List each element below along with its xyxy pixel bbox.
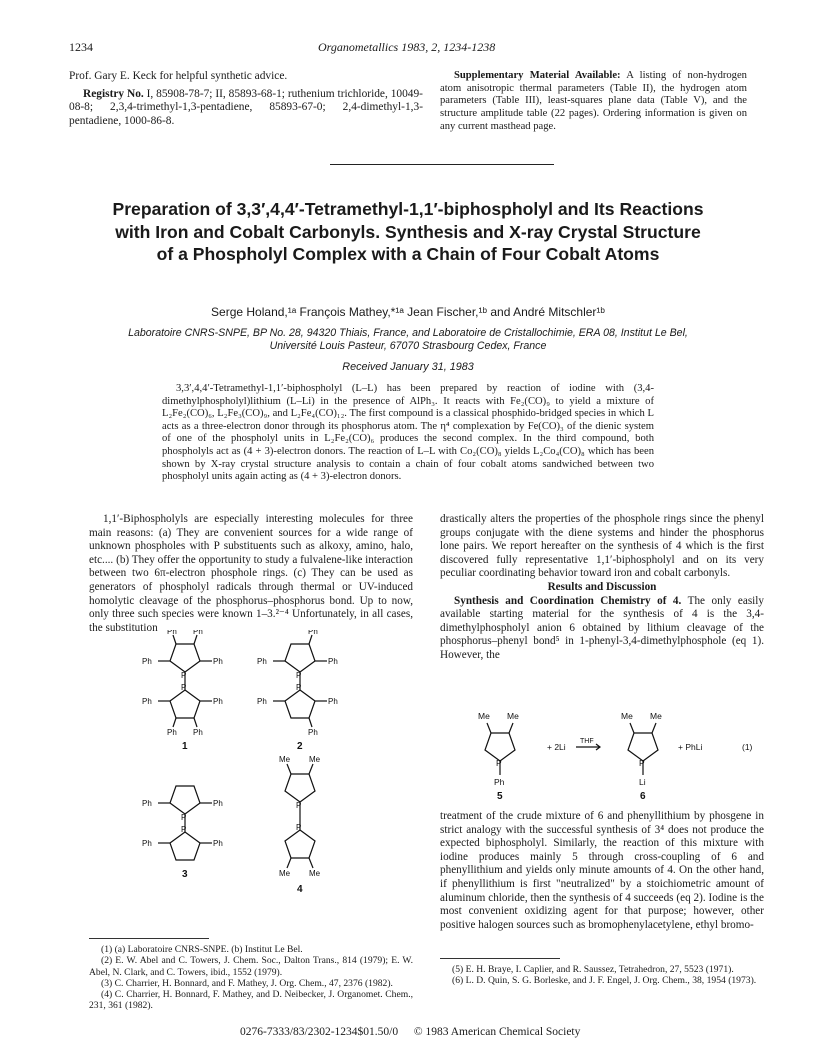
reagent-text: + 2Li [547,742,566,752]
article-code: 0276-7333/83/2302-1234$01.50/0 [240,1026,399,1038]
structures-figure [140,630,390,930]
label-ph: Ph [213,697,223,706]
paragraph [440,595,764,663]
label-me: Me [621,711,633,721]
label-p: P [639,758,645,768]
right-column-continued [440,810,764,932]
label-me: Me [478,711,490,721]
byproduct-text: + PhLi [678,742,703,752]
right-footnotes [440,964,764,987]
supp-text: A listing of non-hydrogen atom anisotropic thermal parameters (Table II), the hydrogen atom parameters (Table III), least-squares plane data (Table V), and the structure amplitude table (22 pages). Ordering information is given on any current masthead page. [440,70,747,132]
ring-6 [628,733,658,761]
ring-3-top [170,786,200,814]
received-date: Received January 31, 1983 [342,361,474,373]
right-column [440,513,764,663]
page-number: 1234 [69,40,93,54]
label-ph: Ph [328,697,338,706]
label-p: P [181,683,187,692]
compound-number: 6 [640,791,646,802]
label-ph: Ph [142,697,152,706]
compound-number: 1 [182,741,188,752]
label-me: Me [507,711,519,721]
left-footnotes [89,944,413,1012]
label-ph: Ph [257,657,267,666]
compound-number: 2 [297,741,303,752]
condition-text: THF [580,738,594,745]
footnote: (3) C. Charrier, H. Bonnard, and F. Mathey, J. Org. Chem., 47, 2376 (1982). [101,977,393,989]
prev-article-left [69,70,423,128]
label-ph: Ph [328,657,338,666]
label-me: Me [279,755,291,764]
compound-number: 4 [297,884,303,895]
article-separator [330,164,554,165]
authors: Serge Holand,¹ᵃ François Mathey,*¹ᵃ Jean Fischer,¹ᵇ and André Mitschler¹ᵇ [211,305,605,319]
label-me: Me [650,711,662,721]
abstract [162,383,654,484]
label-p: P [496,758,502,768]
label-ph: Ph [142,657,152,666]
acknowledgment: Prof. Gary E. Keck for helpful synthetic advice. [69,70,288,82]
registry-label: Registry No. [83,87,144,100]
footnote: (2) E. W. Abel and C. Towers, J. Chem. Soc., Dalton Trans., 814 (1979); E. W. Abel, N. Clark, and C. Towers, ibid., 1552 (1979). [89,955,413,978]
label-me: Me [279,869,291,878]
footnote: (4) C. Charrier, H. Bonnard, F. Mathey, and D. Neibecker, J. Organomet. Chem., 231, 361 (1982). [89,989,413,1012]
compound-number: 5 [497,791,503,802]
ring-1-bottom [170,690,200,718]
substituent-li: Li [639,777,646,787]
label-p: P [296,671,302,680]
paragraph-text: The only easily available starting material for the synthesis of 4 is the 3,4-dimethylphospholyl anion 6 obtained by lithium cleavage of the phosphorus–phenyl bond⁵ in 1-phenyl-3,4-dimethylphosphole (eq 1). However, the [440,594,764,661]
supp-label: Supplementary Material Available: [454,70,621,81]
label-p: P [181,813,187,822]
footnote: (1) (a) Laboratoire CNRS-SNPE. (b) Institut Le Bel. [101,944,303,955]
supplementary-material [440,70,747,134]
ring-2-bottom [285,690,315,718]
left-column [89,513,413,635]
footnote-rule-left [89,938,209,939]
label-ph: Ph [193,728,203,737]
footnote: (6) L. D. Quin, S. G. Borleske, and J. F. Engel, J. Org. Chem., 38, 1954 (1973). [452,975,757,987]
copyright: © 1983 American Chemical Society [413,1026,581,1038]
footnote-rule-right [440,958,560,959]
label-me: Me [309,755,321,764]
label-ph: Ph [213,657,223,666]
abstract-text: 3,3′,4,4′-Tetramethyl-1,1′-biphospholyl (L–L) has been prepared by reaction of iodine with (3,4-dimethylphospholyl)lithium (L–Li) in the presence of AlPh₃. It reacts with Fe₂(CO)₉ to yield a mixture of L₂Fe₂(CO)₆, L₂Fe₃(CO)₉, and L₂Fe₄(CO)₁₂. The first compound is a classical phosphido-bridged species in which L acts as a three-electron donor through its phosphorus atom. The η⁴ complexation by Fe(CO)₃ of the dienic system of one of the phospholyl units in L₂Fe₂(CO)₆ produces the second complex. In the third compound, both phospholyls act as (4 + 3)-electron donors. The reaction of L–L with Co₂(CO)₈ yields L₂Co₄(CO)₈ which has been shown by X-ray crystal structure analysis to contain a chain of four cobalt atoms sandwiched between two phospholyl units again acting as (4 + 3)-electron donors. [162,383,654,483]
ring-1-top [170,644,200,672]
ring-2-top [285,644,315,672]
section-heading: Results and Discussion [547,580,657,593]
label-p: P [181,825,187,834]
ring-4-bottom [285,830,315,858]
substituent-ph: Ph [494,777,505,787]
label-me: Me [309,869,321,878]
ring-4-top [285,774,315,802]
running-head: Organometallics 1983, 2, 1234-1238 [318,40,496,54]
label-ph: Ph [213,799,223,808]
label-ph: Ph [142,839,152,848]
label-ph: Ph [167,630,177,636]
equation-number: (1) [742,742,753,752]
page-footer [240,1026,580,1038]
label-p: P [296,823,302,832]
label-ph: Ph [308,728,318,737]
label-ph: Ph [213,839,223,848]
subsection-heading: Synthesis and Coordination Chemistry of 4. [454,594,682,607]
registry-numbers [69,88,423,129]
paragraph: drastically alters the properties of the phosphole rings since the phenyl groups conjugate with the diene systems and hinder the phosphorus lone pairs. We report hereafter on the synthesis of 4 which is the first discovered fully representative 1,1′-biphospholyl and on its very peculiar coordinating behavior toward iron and cobalt carbonyls. [440,513,764,580]
label-ph: Ph [142,799,152,808]
compound-number: 3 [182,869,188,880]
label-p: P [296,801,302,810]
registry-text: I, 85908-78-7; II, 85893-68-1; ruthenium trichloride, 10049-08-8; 2,3,4-trimethyl-1,3-pentadiene, 85893-67-0; 2,4-dimethyl-1,3-pentadiene, 1000-86-8. [69,87,423,127]
label-ph: Ph [257,697,267,706]
intro-paragraph: 1,1′-Biphospholyls are especially interesting molecules for three main reasons: (a) They are convenient sources for a wide range of unknown phospholes with P substituents such as alkoxy, amino, halo, etc.... (b) They offer the opportunity to study a fulvalene-like interaction between two 6π-electron phosphole rings. (c) They can be used as generators of phospholyl radicals through thermal or UV-induced homolytic cleavage of the phosphorus–phosphorus bond. Up to now, only three such species were known 1–3.²⁻⁴ Unfortunately, in all cases, the substitution [89,513,413,634]
footnote: (5) E. H. Braye, I. Caplier, and R. Saussez, Tetrahedron, 27, 5523 (1971). [452,964,734,975]
affiliation: Laboratoire CNRS-SNPE, BP No. 28, 94320 Thiais, France, and Laboratoire de Cristallochimie, ERA 08, Institut Le Bel, Université Louis Pasteur, 67070 Strasbourg Cedex, France [128,327,688,352]
article-title: Preparation of 3,3′,4,4′-Tetramethyl-1,1′-biphospholyl and Its Reactions with Iron and Cobalt Carbonyls. Synthesis and X-ray Crystal Structure of a Phospholyl Complex with a Chain of Four Cobalt Atoms [112,199,704,264]
equation-1 [460,703,770,803]
label-ph: Ph [308,630,318,636]
label-ph: Ph [193,630,203,636]
ring-3-bottom [170,832,200,860]
paragraph: treatment of the crude mixture of 6 and phenyllithium by phosgene in strict analogy with the successful synthesis of 3⁴ does not produce the expected biphospholyl. Similarly, the reaction of this mixture with iodine produces mainly 5 through cross-coupling of 6 and phenyllithium and yields only minute amounts of 4. On the other hand, if phenyllithium is first "neutralized" by a stoichiometric amount of aluminum chloride, then the synthesis of 4 succeeds (eq 2). Iodine is the most convenient oxidizing agent for that purpose; however, other positive halogen sources such as bromophenylacetylene, ethyl bromo- [440,810,764,931]
label-p: P [181,671,187,680]
label-p: P [296,683,302,692]
ring-5 [485,733,515,761]
label-ph: Ph [167,728,177,737]
